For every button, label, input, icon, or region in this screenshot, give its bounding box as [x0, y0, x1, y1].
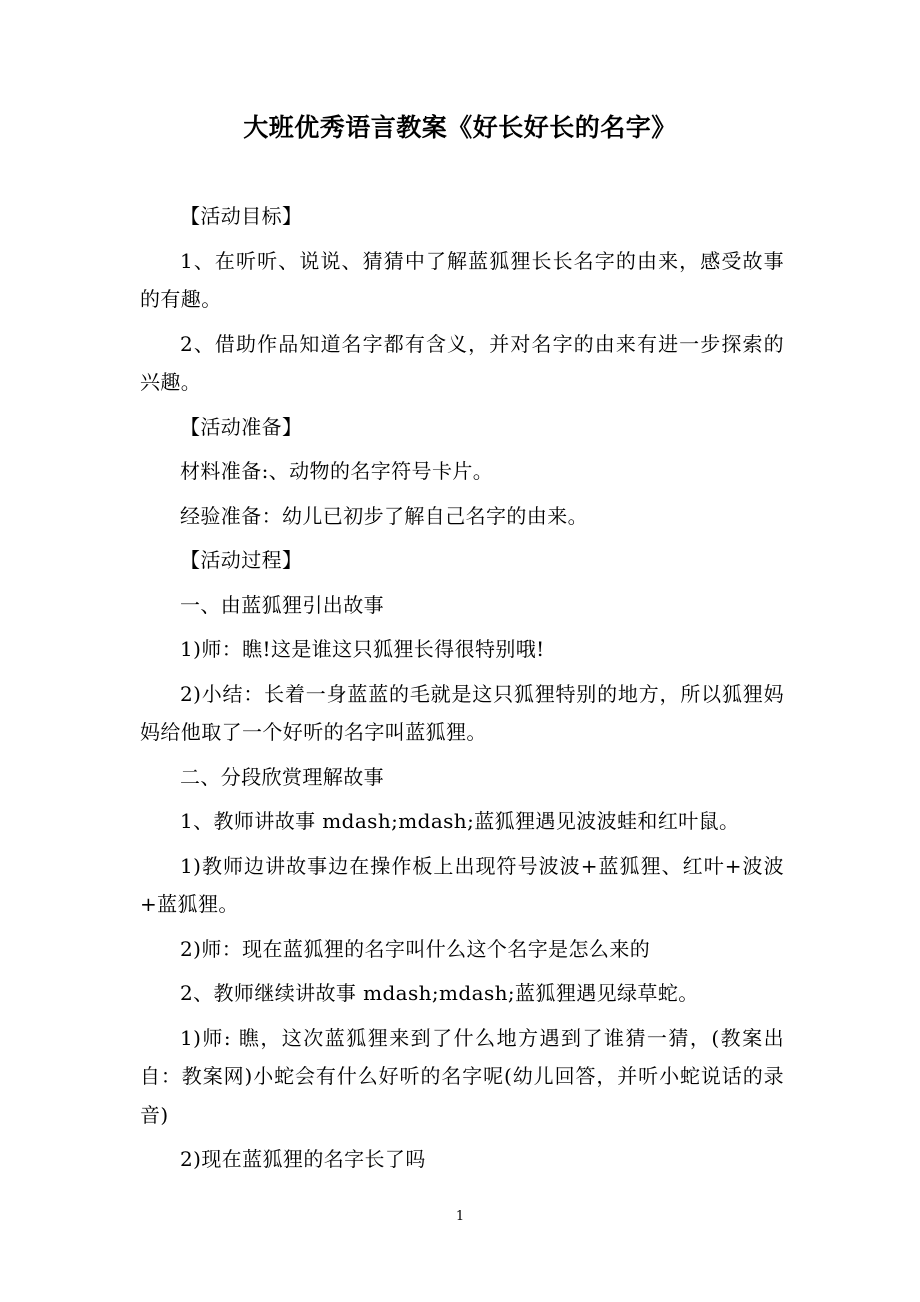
process-step-1-item-1: 1)师：瞧!这是谁这只狐狸长得很特别哦! — [180, 637, 545, 661]
section-heading-objectives: 【活动目标】 — [180, 204, 303, 228]
objective-2: 2、借助作品知道名字都有含义，并对名字的由来有进一步探索的兴趣。 — [140, 331, 784, 394]
process-step-2-part-1-item-1: 1)教师边讲故事边在操作板上出现符号波波+蓝狐狸、红叶+波波+蓝狐狸。 — [140, 853, 784, 916]
experience-preparation: 经验准备：幼儿已初步了解自己名字的由来。 — [180, 503, 588, 528]
page-number: 1 — [455, 1209, 465, 1224]
process-step-2: 二、分段欣赏理解故事 — [180, 764, 384, 789]
section-heading-preparation: 【活动准备】 — [180, 414, 303, 439]
process-step-2-part-2-item-2: 2)现在蓝狐狸的名字长了吗 — [180, 1147, 426, 1171]
material-preparation: 材料准备:、动物的名字符号卡片。 — [180, 459, 494, 483]
process-step-1: 一、由蓝狐狸引出故事 — [180, 592, 384, 617]
process-step-2-part-1-item-2: 2)师：现在蓝狐狸的名字叫什么这个名字是怎么来的 — [180, 936, 651, 961]
process-step-2-part-2-item-1: 1)师: 瞧，这次蓝狐狸来到了什么地方遇到了谁猜一猜，(教案出自：教案网)小蛇会有什么好听的名字呢(幼儿回答，并听小蛇说话的录音) — [140, 1025, 784, 1127]
document-title: 大班优秀语言教案《好长好长的名字》 — [243, 113, 677, 142]
objective-1: 1、在听听、说说、猜猜中了解蓝狐狸长长名字的由来，感受故事的有趣。 — [140, 248, 784, 311]
process-step-2-part-1: 1、教师讲故事 mdash;mdash;蓝狐狸遇见波波蛙和红叶鼠。 — [180, 809, 740, 833]
process-step-1-item-2: 2)小结：长着一身蓝蓝的毛就是这只狐狸特别的地方，所以狐狸妈妈给他取了一个好听的名字叫蓝狐狸。 — [140, 681, 784, 744]
document-body — [140, 197, 784, 1185]
section-heading-process: 【活动过程】 — [180, 548, 303, 572]
process-step-2-part-2: 2、教师继续讲故事 mdash;mdash;蓝狐狸遇见绿草蛇。 — [180, 981, 699, 1005]
